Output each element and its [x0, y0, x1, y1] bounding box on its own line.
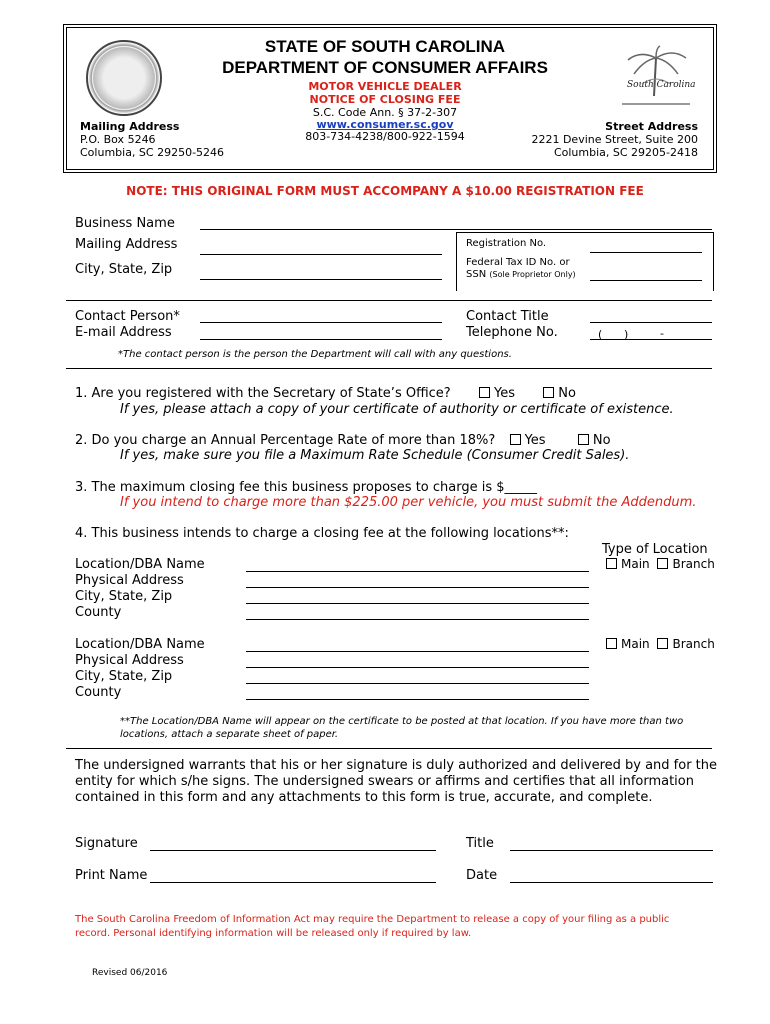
ssn-label [466, 269, 576, 280]
certification-line2: entity for which s/he signs. The undersigned swears or affirms and certifies that all information [75, 774, 694, 789]
question-1-text: 1. Are you registered with the Secretary of State’s Office? [75, 386, 451, 401]
question-2 [75, 433, 611, 448]
location2-city-label: City, State, Zip [75, 669, 173, 684]
location2-main-checkbox[interactable] [606, 638, 617, 649]
location1-main-label: Main [621, 557, 650, 571]
print-name-field[interactable] [150, 882, 436, 883]
registration-no-label: Registration No. [466, 238, 547, 249]
foia-line2: record. Personal identifying information will be released only if required by law. [75, 928, 472, 939]
location1-city-field[interactable] [246, 603, 589, 604]
location-footnote-1: **The Location/DBA Name will appear on the certificate to be posted at that location. If you have more than two [120, 716, 684, 727]
section-divider-3 [66, 748, 712, 749]
street-address-label: Street Address [605, 120, 698, 133]
location2-county-field[interactable] [246, 699, 589, 700]
location2-dba-label: Location/DBA Name [75, 637, 205, 652]
q2-no-label: No [592, 433, 611, 448]
telephone-field[interactable] [590, 339, 712, 340]
location1-main-checkbox[interactable] [606, 558, 617, 569]
ssn-text: SSN [466, 269, 487, 280]
q1-yes-checkbox[interactable] [479, 387, 490, 398]
street-address-line1: 2221 Devine Street, Suite 200 [531, 133, 698, 146]
mailing-address-field-label: Mailing Address [75, 237, 178, 252]
q1-yes-label: Yes [493, 386, 515, 401]
statute-code: S.C. Code Ann. § 37-2-307 [312, 106, 458, 119]
email-label: E-mail Address [75, 325, 172, 340]
federal-tax-field[interactable] [590, 280, 702, 281]
logo-text: South Carolina [627, 80, 696, 90]
federal-tax-label: Federal Tax ID No. or [466, 257, 570, 268]
question-3: 3. The maximum closing fee this business proposes to charge is $_____ [75, 480, 538, 495]
question-3-note: If you intend to charge more than $225.00 per vehicle, you must submit the Addendum. [120, 495, 697, 510]
mailing-address-line1: P.O. Box 5246 [80, 133, 156, 146]
street-address-line2: Columbia, SC 29205-2418 [553, 146, 698, 159]
website-link[interactable]: www.consumer.sc.gov [316, 118, 454, 131]
foia-line1: The South Carolina Freedom of Information Act may require the Department to release a copy of your filing as a public [75, 914, 670, 925]
title-field[interactable] [510, 850, 713, 851]
location2-branch-checkbox[interactable] [657, 638, 668, 649]
location1-dba-label: Location/DBA Name [75, 557, 205, 572]
sole-proprietor-note: (Sole Proprietor Only) [489, 270, 576, 279]
location1-dba-field[interactable] [246, 571, 589, 572]
question-1-note: If yes, please attach a copy of your certificate of authority or certificate of existence. [120, 402, 674, 417]
location2-main-label: Main [621, 637, 650, 651]
signature-label: Signature [75, 836, 138, 851]
location1-branch-label: Branch [672, 557, 715, 571]
phone-numbers: 803-734-4238/800-922-1594 [305, 130, 465, 143]
question-2-text: 2. Do you charge an Annual Percentage Rate of more than 18%? [75, 433, 496, 448]
form-name-1: MOTOR VEHICLE DEALER [308, 80, 462, 93]
q1-no-label: No [558, 386, 576, 401]
registration-no-field[interactable] [590, 252, 702, 253]
mailing-address-line2: Columbia, SC 29250-5246 [80, 146, 225, 159]
q2-no-checkbox[interactable] [578, 434, 589, 445]
location1-county-field[interactable] [246, 619, 589, 620]
certification-line3: contained in this form and any attachments to this form is true, accurate, and complete. [75, 790, 653, 805]
question-4: 4. This business intends to charge a closing fee at the following locations**: [75, 526, 569, 541]
date-label: Date [466, 868, 498, 883]
location1-type [606, 557, 715, 571]
location1-address-label: Physical Address [75, 573, 184, 588]
print-name-label: Print Name [75, 868, 148, 883]
location2-address-label: Physical Address [75, 653, 184, 668]
telephone-label: Telephone No. [466, 325, 558, 340]
location-footnote-2: locations, attach a separate sheet of paper. [120, 729, 339, 740]
location2-branch-label: Branch [672, 637, 715, 651]
q2-yes-checkbox[interactable] [510, 434, 521, 445]
certification-line1: The undersigned warrants that his or her signature is duly authorized and delivered by and for the [75, 758, 718, 773]
department-title: DEPARTMENT OF CONSUMER AFFAIRS [222, 58, 548, 77]
section-divider [66, 300, 712, 301]
q2-yes-label: Yes [524, 433, 546, 448]
contact-person-field[interactable] [200, 322, 442, 323]
location1-county-label: County [75, 605, 122, 620]
question-2-note: If yes, make sure you file a Maximum Rate Schedule (Consumer Credit Sales). [120, 448, 630, 463]
location1-branch-checkbox[interactable] [657, 558, 668, 569]
type-of-location-header: Type of Location [602, 542, 708, 557]
revision-date: Revised 06/2016 [92, 968, 168, 978]
mailing-address-field[interactable] [200, 254, 442, 255]
form-name-2: NOTICE OF CLOSING FEE [309, 93, 461, 106]
contact-title-label: Contact Title [466, 309, 549, 324]
location2-address-field[interactable] [246, 667, 589, 668]
title-label: Title [466, 836, 494, 851]
email-field[interactable] [200, 339, 442, 340]
contact-footnote: *The contact person is the person the Department will call with any questions. [118, 349, 512, 360]
phone-mask-dash: - [660, 327, 664, 340]
location2-county-label: County [75, 685, 122, 700]
location1-city-label: City, State, Zip [75, 589, 173, 604]
question-1 [75, 386, 576, 401]
contact-person-label: Contact Person* [75, 309, 180, 324]
business-name-field[interactable] [200, 229, 712, 230]
fee-note: NOTE: THIS ORIGINAL FORM MUST ACCOMPANY A $10.00 REGISTRATION FEE [126, 184, 644, 198]
business-name-label: Business Name [75, 216, 175, 231]
q1-no-checkbox[interactable] [543, 387, 554, 398]
location2-city-field[interactable] [246, 683, 589, 684]
location1-address-field[interactable] [246, 587, 589, 588]
location2-type [606, 637, 715, 651]
phone-mask-open: ( [598, 328, 603, 341]
city-state-zip-field[interactable] [200, 279, 442, 280]
section-divider-2 [66, 368, 712, 369]
phone-mask-close: ) [624, 328, 629, 341]
location2-dba-field[interactable] [246, 651, 589, 652]
contact-title-field[interactable] [590, 322, 712, 323]
date-field[interactable] [510, 882, 713, 883]
mailing-address-label: Mailing Address [80, 120, 180, 133]
signature-field[interactable] [150, 850, 436, 851]
city-state-zip-label: City, State, Zip [75, 262, 173, 277]
page-title: STATE OF SOUTH CAROLINA [264, 37, 506, 56]
